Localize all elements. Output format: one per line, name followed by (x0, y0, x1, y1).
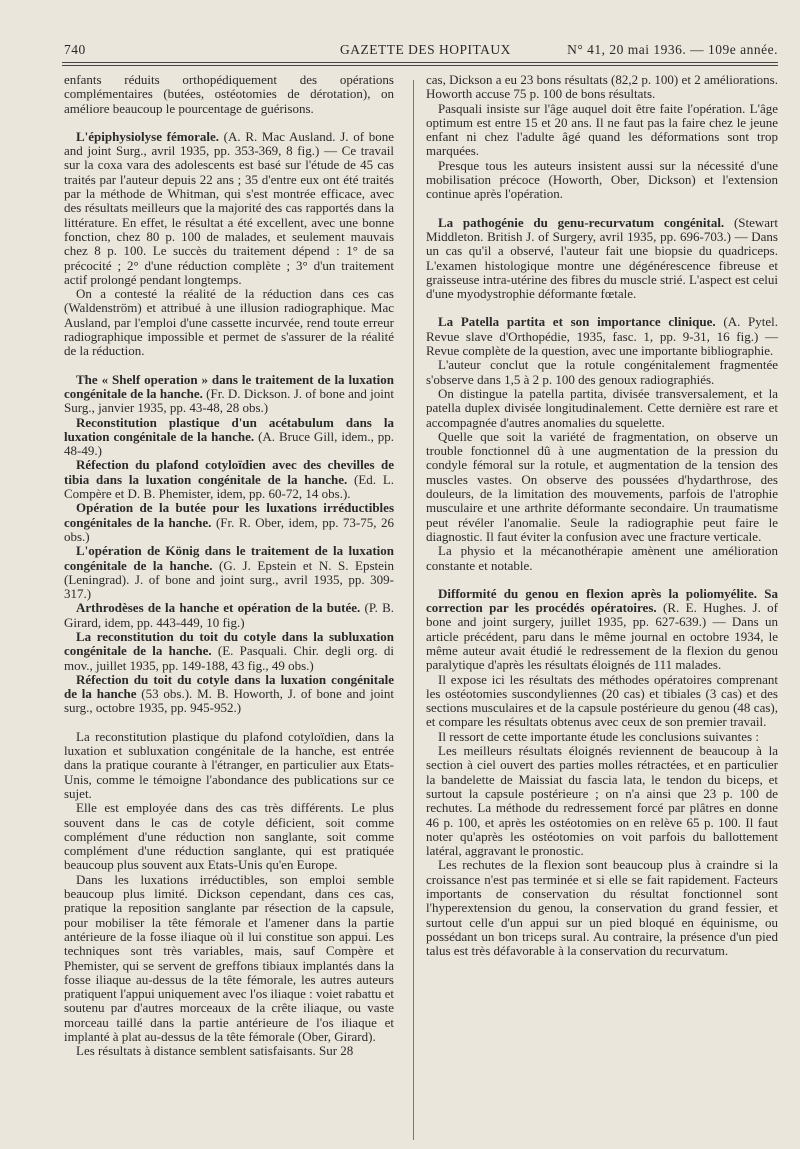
article-title: Réfection du plafond cotyloïdien avec des chevilles de tibia dans la luxation congénitale de la hanche. (64, 457, 394, 487)
article-title: Arthrodèses de la hanche et opération de la butée. (76, 600, 361, 616)
right-column (426, 73, 778, 959)
article-citation: (Fr. D. Dickson. J. of bone and joint Surg., janvier 1935, pp. 43-48, 28 obs.) (64, 385, 395, 416)
paragraph: La reconstitution plastique du plafond cotyloïdien, dans la luxation et subluxation congénitale de la hanche, est entrée dans la pratique courante à l'étranger, en particulier aux Etats-Unis, comme le témoigne l'abondance des publications sur ce sujet. (64, 728, 394, 801)
article-citation: (P. B. Girard, idem, pp. 443-449, 10 fig.) (64, 600, 395, 630)
paragraph: Les résultats à distance semblent satisfaisants. Sur 28 (76, 1043, 354, 1059)
article-entry (64, 544, 394, 601)
article-entry (64, 630, 394, 673)
paragraph: Elle est employée dans des cas très différents. Le plus souvent dans le cas de cotyle déficient, soit comme complément d'une réduction non sanglante, soit comme complément d'une réduction sanglante, qui est pratiquée beaucoup plus souvent aux Etats-Unis qu'en Europe. (64, 800, 394, 873)
article-entry (64, 416, 394, 459)
journal-title: GAZETTE DES HOPITAUX (340, 42, 511, 57)
header-rule (62, 62, 778, 63)
article-citation: (A. Pytel. Revue slave d'Orthopédie, 1935, fasc. 1, pp. 9-31, 16 fig.) — Revue complète de la question, avec une importante bibliographie. (426, 314, 778, 359)
article-citation: (E. Pasquali. Chir. degli org. di mov., juillet 1935, pp. 149-188, 43 fig., 49 obs.) (64, 643, 395, 673)
article-citation: (Fr. R. Ober, idem, pp. 73-75, 26 obs.) (64, 514, 394, 544)
paragraph: On distingue la patella partita, divisée transversalement, et la patella duplex divisée longitudinalement. Cette dernière est rare et accompagnée d'autres anomalies du squelette. (426, 385, 778, 430)
article-title: Difformité du genou en flexion après la poliomyélite. Sa correction par les procédés opératoires. (426, 585, 778, 616)
article-entry (64, 458, 394, 501)
paragraph: Dans les luxations irréductibles, son emploi semble beaucoup plus limité. Dickson cependant, dans ces cas, pratique la reposition sanglante par résection de la capsule, pour mobiliser la tête fémorale et l'amener dans la partie antérieure de la fosse iliaque où il lui constitue son appui. Les techniques sont très variables, mais, sauf Compère et Phemister, qui se servent de greffons tibiaux implantés dans la fosse iliaque au-dessus de la tête fémorale, les autres auteurs pratiquent l'appui uniquement avec l'os iliaque : voiet rabattu et soutenu par d'autres morceaux de la crête iliaque, ou vaste morceau taillé dans la partie antérieure de l'os iliaque et implanté à plat au-dessus de la tête fémorale (Ober, Girard). (64, 871, 394, 1044)
paragraph: La physio et la mécanothérapie amènent une amélioration constante et notable. (426, 543, 778, 573)
article-title: Réfection du toit du cotyle dans la luxation congénitale de la hanche (64, 671, 394, 702)
paragraph: L'auteur conclut que la rotule congénitalement fragmentée s'observe dans 1,5 à 2 p. 100 des genoux radiographiés. (426, 357, 778, 387)
article-entry (426, 315, 778, 358)
paragraph: Quelle que soit la variété de fragmentation, on observe un trouble fonctionnel dû à une augmentation de la pression du condyle fémoral sur la rotule, et augmentation de la tension des muscles vastes. On observe des poussées d'hydarthrose, des douleurs, de la limitation des mouvements, parfois de l'atrophie musculaire et une arthrite déformante secondaire. Un traumatisme peut révéler l'anomalie. Seule la radiographie peut faire le diagnostic. Il faut éviter la confusion avec une fracture verticale. (426, 428, 778, 544)
article-citation: (Ed. L. Compère et D. B. Phemister, idem, pp. 60-72, 14 obs.). (64, 471, 395, 502)
column-divider (413, 80, 414, 1140)
article-entry (426, 216, 778, 302)
article-entry (64, 373, 394, 416)
article-title: The « Shelf operation » dans le traitement de la luxation congénitale de la hanche. (64, 371, 394, 401)
article-title: La pathogénie du genu-recurvatum congénital. (438, 214, 725, 230)
paragraph: cas, Dickson a eu 23 bons résultats (82,2 p. 100) et 2 améliorations. Howorth accuse 75 p. 100 de bons résultats. (426, 72, 778, 102)
paragraph: Il expose ici les résultats des méthodes opératoires comprenant les ostéotomies suscondyliennes (20 cas) et tibiales (3 cas) et des sections musculaires et de la capsule postérieure du genou (48 cas), et compare les résultats obtenus avec ceux de son premier travail. (426, 671, 778, 730)
paragraph: Presque tous les auteurs insistent aussi sur la nécessité d'une mobilisation précoce (Howorth, Ober, Dickson) et l'extension continue après l'opération. (426, 157, 778, 202)
paragraph: Il ressort de cette importante étude les conclusions suivantes : (438, 728, 759, 744)
article-citation: (Stewart Middleton. British J. of Surgery, avril 1935, pp. 696-703.) — Dans un cas qu'il a observé, l'auteur fait une biopsie du quadriceps. L'examen histologique montre une dégénérescence fibreuse et graisseuse intra-utérine des fibres du muscle strié. L'aspect est celui d'une myodystrophie déformante fœtale. (426, 214, 778, 302)
header-rule (62, 65, 778, 66)
article-citation: (A. Bruce Gill, idem., pp. 48-49.) (64, 428, 395, 459)
article-citation: (A. R. Mac Ausland. J. of bone and joint Surg., avril 1935, pp. 353-369, 8 fig.) — Ce travail sur la coxa vara des adolescents est basé sur l'étude de 45 cas traités par l'auteur depuis 22 ans ; 35 d'entre eux ont été traités par la méthode de Whitman, qui s'est montrée efficace, avec des résultats meilleurs que la majorité des cas rapportés dans la littérature. En effet, le résultat a été excellent, avec une bonne fonction, chez 80 p. 100 de malades, et seulement mauvais chez 8 p. 100. Le succès du traitement dépend : 1° de sa précocité ; 2° d'une réduction complète ; 3° d'un traitement actif prolongé pendant longtemps. (64, 128, 395, 287)
paragraph: Les meilleurs résultats éloignés reviennent de beaucoup à la section à ciel ouvert des parties molles rétractées, et en particulier la bandelette de Maissiat du fascia lata, le tendon du biceps, et surtout la capsule postérieure ; on n'a ainsi que 23 p. 100 de rechutes. La méthode du redressement forcé par plâtres en donne 46 p. 100, et après les ostéotomies on en relève 65 p. 100. Il faut noter qu'après les ostéotomies on voit parfois du ballottement latéral, aggravant le pronostic. (426, 743, 778, 859)
article-citation: (R. E. Hughes. J. of bone and joint surgery, juillet 1935, pp. 627-639.) — Dans un article précédent, paru dans le même journal en octobre 1934, le même auteur avait étudié le redressement de la flexion du genou paralytique d'après les résultats éloignés de 111 malades. (426, 600, 779, 673)
page-number: 740 (64, 42, 86, 57)
left-column (64, 73, 394, 1059)
paragraph: Les rechutes de la flexion sont beaucoup plus à craindre si la croissance n'est pas terminée et si elle se fait rapidement. Facteurs importants de conservation du résultat fonctionnel sont l'hyperextension du genou, la conservation du grand fessier, et surtout celle d'un appui sur un pied bloqué en équinisme, ou possédant un bon triceps sural. Au contraire, la présence d'un pied talus est très défavorable à la conservation du recurvatum. (426, 857, 778, 959)
article-entry (64, 501, 394, 544)
article-title: Reconstitution plastique d'un acétabulum dans la luxation congénitale de la hanche. (64, 414, 394, 444)
article-title: Opération de la butée pour les luxations irréductibles congénitales de la hanche. (64, 500, 394, 530)
article-entry (426, 587, 778, 673)
issue-info: N° 41, 20 mai 1936. — 109e année. (567, 42, 778, 57)
article-entry (64, 601, 394, 630)
article-title: L'épiphysiolyse fémorale. (76, 128, 219, 144)
article-citation: (53 obs.). M. B. Howorth, J. of bone and joint surg., octobre 1935, pp. 945-952.) (64, 686, 394, 716)
article-entry (64, 673, 394, 716)
article-title: L'opération de König dans le traitement de la luxation congénitale de la hanche. (64, 543, 394, 573)
paragraph: Pasquali insiste sur l'âge auquel doit être faite l'opération. L'âge optimum est entre 15 et 20 ans. Il ne faut pas la faire chez le jeune enfant ni chez l'adulte âgé quand les déformations sont trop marquées. (426, 100, 778, 159)
paragraph: enfants réduits orthopédiquement des opérations complémentaires (butées, ostéotomies de dérotation), on améliore beaucoup le pourcentage de guérisons. (64, 72, 394, 116)
paragraph: On a contesté la réalité de la réduction dans ces cas (Waldenström) et attribué à une illusion radiographique. Mac Ausland, par l'emploi d'une cassette incurvée, rend toute erreur radiographique impossible et permet de s'assurer de la réalité de la réduction. (64, 286, 394, 359)
article-citation: (G. J. Epstein et N. S. Epstein (Leningrad). J. of bone and joint surg., avril 1935, pp. 309-317.) (64, 557, 394, 602)
article-entry (64, 130, 394, 287)
article-title: La reconstitution du toit du cotyle dans la subluxation congénitale de la hanche. (64, 628, 394, 659)
article-title: La Patella partita et son importance clinique. (438, 314, 716, 330)
